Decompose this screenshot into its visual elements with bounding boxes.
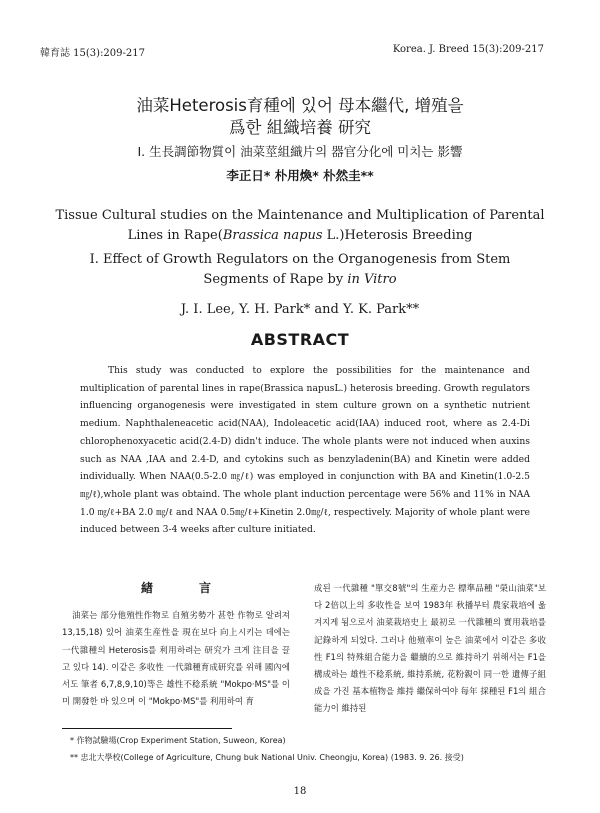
english-title-line2 [0, 228, 600, 243]
footnote-2: ** 忠北大學校(College of Agriculture, Chung buk National Univ. Cheongju, Korea) (1983. 9. 26. 接受) [70, 753, 464, 762]
korean-title-line1: 油菜Heterosis育種에 있어 母本繼代, 增殖을 [136, 96, 464, 115]
english-authors: J. I. Lee, Y. H. Park* and Y. K. Park** [180, 302, 420, 317]
english-title-line1: Tissue Cultural studies on the Maintenance and Multiplication of Parental [55, 208, 545, 223]
english-subtitle-line2-pre: Segments of Rape by [203, 272, 348, 287]
abstract-heading: ABSTRACT [250, 330, 350, 349]
intro-heading: 緖言 [140, 581, 257, 595]
species-name: Brassica napus [222, 228, 323, 243]
journal-header-right: Korea. J. Breed 15(3):209-217 [392, 44, 544, 55]
footnote-divider [62, 728, 232, 729]
abstract-body [80, 362, 530, 539]
english-title-line2-post: L.)Heterosis Breeding [322, 228, 473, 243]
intro-right-text: 成된 一代雜種 "單交8號"의 生産力은 標準品種 "榮山油菜"보다 2倍以上의 多收性을 보여 1983年 秋播부터 農家栽培에 옮겨지게 됨으로서 油菜栽培史上 最初로 一代雜種의 實用栽培를 記錄하게 되었다. 그러나 他殖率이 높은 油菜에서 이같은 多收性 F1의 特殊組合能力을 繼續的으로 維持하기 위해서는 F1을 構成하는 雄性不稔系統, 維持系統, 花粉親이 同一한 遺傳子組成을 가진 基本植物을 維持 繼保하여야 每年 採種된 F1의 組合能力이 維持된 [314, 583, 546, 714]
page-number: 18 [293, 786, 307, 797]
journal-header-left: 韓育誌 15(3):209-217 [40, 48, 145, 59]
korean-subtitle: I. 生長調節物質이 油菜莖組織片의 器官分化에 미치는 影響 [137, 144, 463, 159]
intro-left-column [62, 580, 290, 710]
in-vitro-italic: in Vitro [347, 272, 397, 287]
english-subtitle-line1: I. Effect of Growth Regulators on the Organogenesis from Stem [89, 252, 511, 267]
korean-title-line2: 爲한 組織培養 研究 [229, 118, 371, 137]
intro-right-column [314, 580, 546, 718]
abstract-text: This study was conducted to explore the possibilities for the maintenance and multiplication of parental lines in rape(Brassica napusL.) heterosis breeding. Growth regulators influencing organogenesis were investigated in stem culture grown on a synthetic nutrient medium. Naphthaleneacetic acid(NAA), Indoleacetic acid(IAA) induced root, where as 2.4-Di chlorophenoxyacetic acid(2.4-D) didn't induce. The whole plants were not induced when auxins such as NAA ,IAA and 2.4-D, and cytokins such as benzyladenin(BA) and Kinetin were added individually. When NAA(0.5-2.0 ㎎/ℓ) was employed in conjunction with BA and Kinetin(1.0-2.5 ㎎/ℓ),whole plant was obtaind. The whole plant induction percentage were 56% and 11% in NAA 1.0 ㎎/ℓ+BA 2.0 ㎎/ℓ and NAA 0.5㎎/ℓ+Kinetin 2.0㎎/ℓ, respectively. Majority of whole plant were induced between 3-4 weeks after culture initiated. [80, 365, 530, 536]
intro-left-text: 油菜는 部分他殖性作物로 自殖劣勢가 甚한 作物로 알려져 13,15,18) 있어 油菜生産性을 現在보다 向上시키는 데에는 一代雜種의 Heterosis를 利用하려는 研究가 크게 注目을 끌고 있다 14). 이같은 多收性 一代雜種育成研究를 위해 國內에서도 筆者 6,7,8,9,10)等은 雄性不稔系統 "Mokpo·MS"를 이미 開發한 바 있으며 이 "Mokpo·MS"를 利用하여 育 [62, 610, 290, 707]
english-title-line2-pre: Lines in Rape( [127, 228, 223, 243]
footnote-1: * 作物試驗場(Crop Experiment Station, Suweon, Korea) [70, 736, 286, 745]
english-subtitle-line2 [0, 272, 600, 287]
korean-authors: 李正日* 朴用煥* 朴然圭** [226, 168, 374, 183]
